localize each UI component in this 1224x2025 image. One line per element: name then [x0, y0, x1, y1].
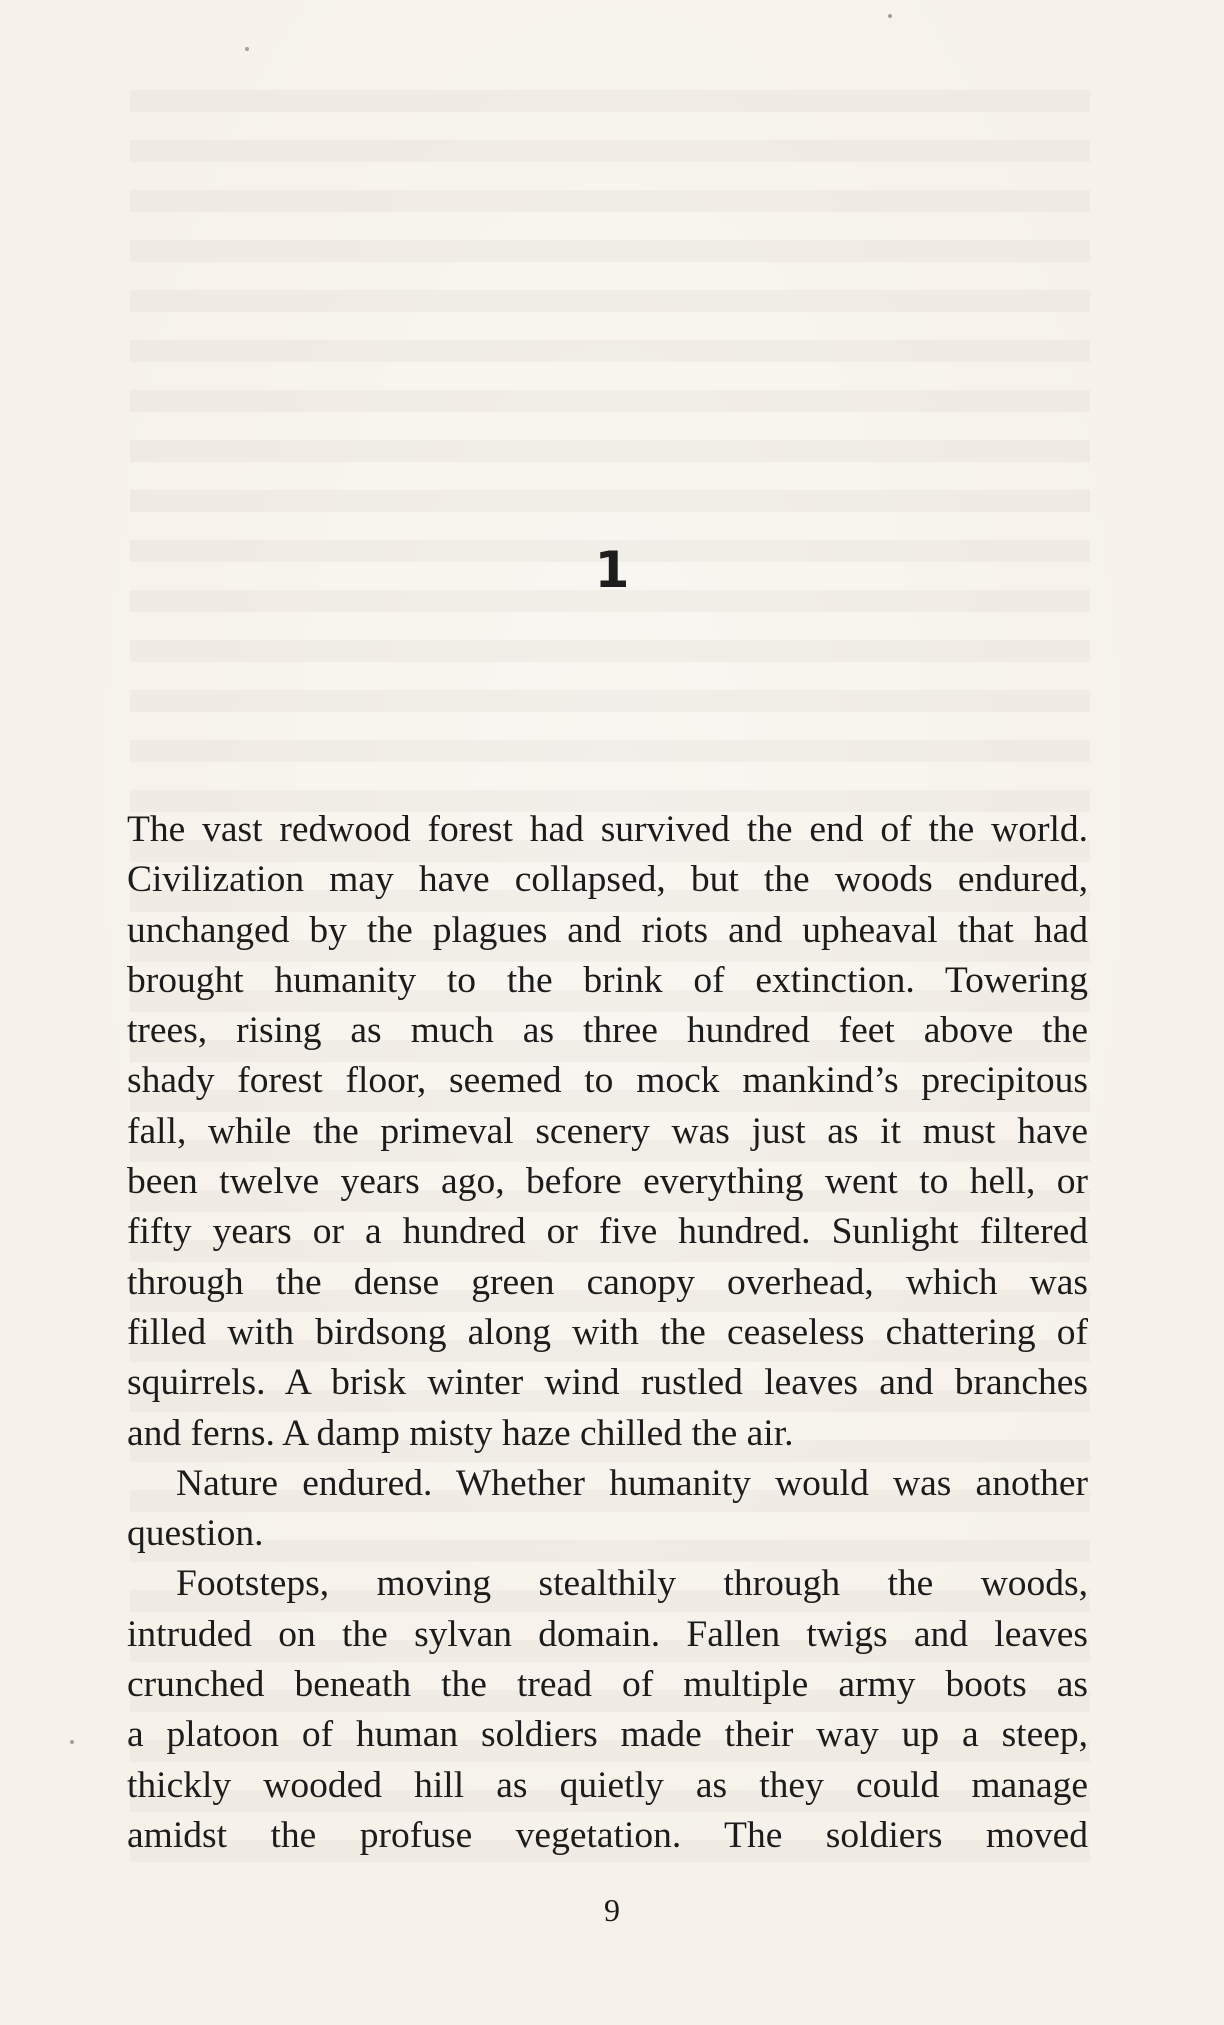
text-line: been twelve years ago, before everything went to hell, or — [127, 1161, 1088, 1203]
paragraph-1 — [127, 805, 1088, 1459]
text-line: filled with birdsong along with the ceaseless chattering of — [127, 1311, 1088, 1353]
paper-speck — [70, 1740, 74, 1744]
text-line: amidst the profuse vegetation. The soldiers moved — [127, 1814, 1088, 1856]
text-line: Footsteps, moving stealthily through the woods, — [176, 1563, 1088, 1605]
paragraph-3 — [127, 1559, 1088, 1861]
paragraph-2 — [127, 1459, 1088, 1560]
chapter-number: 1 — [594, 541, 630, 599]
text-line: Nature endured. Whether humanity would was another — [176, 1462, 1088, 1504]
text-line: fall, while the primeval scenery was just as it must have — [127, 1110, 1088, 1152]
page-number: 9 — [604, 1892, 620, 1928]
paper-speck — [245, 47, 249, 51]
text-line: and ferns. A damp misty haze chilled the air. — [127, 1412, 794, 1454]
text-line: fifty years or a hundred or five hundred. Sunlight filtered — [127, 1211, 1088, 1253]
text-line: through the dense green canopy overhead, which was — [127, 1261, 1088, 1303]
text-line: The vast redwood forest had survived the end of the world. — [127, 809, 1088, 850]
text-line: trees, rising as much as three hundred feet above the — [127, 1010, 1088, 1052]
body-text — [127, 805, 1088, 1861]
paper-speck — [888, 14, 892, 18]
text-line: shady forest floor, seemed to mock mankind’s precipitous — [127, 1060, 1088, 1102]
text-line: squirrels. A brisk winter wind rustled leaves and branches — [127, 1362, 1088, 1404]
text-line: Civilization may have collapsed, but the woods endured, — [127, 859, 1088, 901]
text-line: brought humanity to the brink of extinction. Towering — [127, 959, 1088, 1001]
text-line: thickly wooded hill as quietly as they could manage — [127, 1764, 1088, 1806]
text-line: intruded on the sylvan domain. Fallen twigs and leaves — [127, 1613, 1088, 1655]
text-line: crunched beneath the tread of multiple army boots as — [127, 1664, 1088, 1706]
text-line: question. — [127, 1513, 264, 1555]
text-line: unchanged by the plagues and riots and upheaval that had — [127, 909, 1088, 951]
text-line: a platoon of human soldiers made their way up a steep, — [127, 1714, 1088, 1756]
